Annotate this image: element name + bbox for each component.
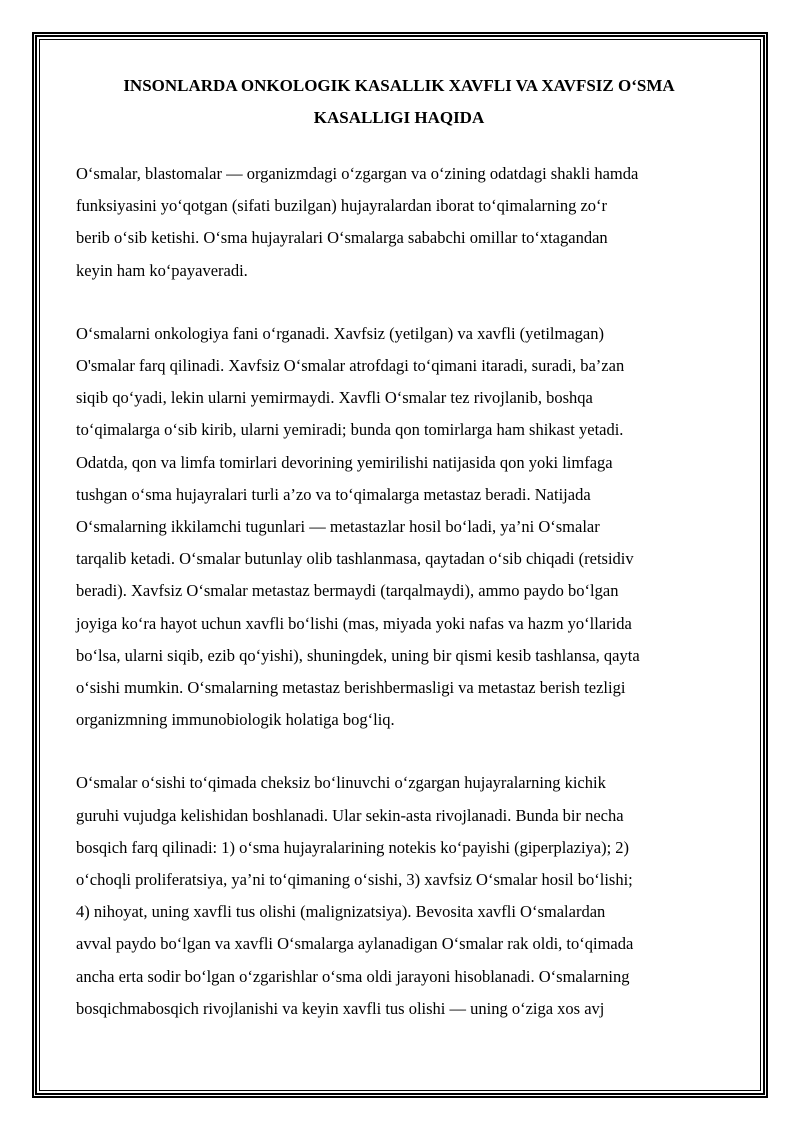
text-line: tarqalib ketadi. O‘smalar butunlay olib tashlanmasa, qaytadan o‘sib chiqadi (retsidiv (76, 549, 634, 569)
text-line: bosqichmabosqich rivojlanishi va keyin xavfli tus olishi — uning o‘ziga xos avj (76, 998, 605, 1018)
text-line: o‘sishi mumkin. O‘smalarning metastaz berishbermasligi va metastaz berish tezligi (76, 678, 626, 698)
text-line: o‘choqli proliferatsiya, ya’ni to‘qimaning o‘sishi, 3) xavfsiz O‘smalar hosil bo‘lishi; (76, 870, 633, 890)
text-line: O'smalar farq qilinadi. Xavfsiz O‘smalar atrofdagi to‘qimani itaradi, suradi, ba’zan (76, 356, 625, 376)
title-line: INSONLARDA ONKOLOGIK KASALLIK XAVFLI VA XAVFSIZ O‘SMA (123, 76, 675, 95)
text-line: ancha erta sodir bo‘lgan o‘zgarishlar o‘sma oldi jarayoni hisoblanadi. O‘smalarning (76, 966, 630, 986)
text-line: joyiga ko‘ra hayot uchun xavfli bo‘lishi (mas, miyada yoki nafas va hazm yo‘llarida (76, 613, 632, 633)
text-line: bosqich farq qilinadi: 1) o‘sma hujayralarining notekis ko‘payishi (giperplaziya); 2) (76, 837, 630, 857)
paragraph-1 (76, 158, 722, 287)
text-line: funksiyasini yo‘qotgan (sifati buzilgan) hujayralardan iborat to‘qimalarning zo‘r (76, 196, 608, 216)
text-line: O‘smalar, blastomalar — organizmdagi o‘zgargan va o‘zining odatdagi shakli hamda (76, 164, 639, 183)
title-line: KASALLIGI HAQIDA (313, 108, 485, 127)
text-line: organizmning immunobiologik holatiga bog‘liq. (76, 710, 395, 730)
text-line: keyin ham ko‘payaveradi. (76, 260, 248, 280)
text-line: beradi). Xavfsiz O‘smalar metastaz bermaydi (tarqalmaydi), ammo paydo bo‘lgan (76, 581, 619, 601)
text-line: O‘smalarning ikkilamchi tugunlari — metastazlar hosil bo‘ladi, ya’ni O‘smalar (76, 517, 600, 537)
text-line: to‘qimalarga o‘sib kirib, ularni yemiradi; bunda qon tomirlarga ham shikast yetadi. (76, 420, 624, 440)
document-title (76, 70, 722, 134)
text-line: siqib qo‘yadi, lekin ularni yemirmaydi. Xavfli O‘smalar tez rivojlanib, boshqa (76, 388, 593, 408)
text-line: tushgan o‘sma hujayralari turli a’zo va to‘qimalarga metastaz beradi. Natijada (76, 484, 591, 504)
text-line: bo‘lsa, ularni siqib, ezib qo‘yishi), shuningdek, uning bir qismi kesib tashlansa, qayta (76, 645, 640, 665)
text-line: Odatda, qon va limfa tomirlari devorining yemirilishi natijasida qon yoki limfaga (76, 452, 613, 472)
text-line: avval paydo bo‘lgan va xavfli O‘smalarga aylanadigan O‘smalar rak oldi, to‘qimada (76, 934, 634, 954)
text-line: guruhi vujudga kelishidan boshlanadi. Ular sekin-asta rivojlanadi. Bunda bir necha (76, 805, 624, 825)
text-line: berib o‘sib ketishi. O‘sma hujayralari O‘smalarga sababchi omillar to‘xtagandan (76, 228, 608, 248)
document-body (76, 70, 722, 1056)
paragraph-2 (76, 318, 722, 737)
text-line: O‘smalar o‘sishi to‘qimada cheksiz bo‘linuvchi o‘zgargan hujayralarning kichik (76, 773, 606, 793)
paragraph-3 (76, 767, 722, 1025)
text-line: 4) nihoyat, uning xavfli tus olishi (malignizatsiya). Bevosita xavfli O‘smalardan (76, 902, 606, 922)
text-line: O‘smalarni onkologiya fani o‘rganadi. Xavfsiz (yetilgan) va xavfli (yetilmagan) (76, 323, 604, 343)
